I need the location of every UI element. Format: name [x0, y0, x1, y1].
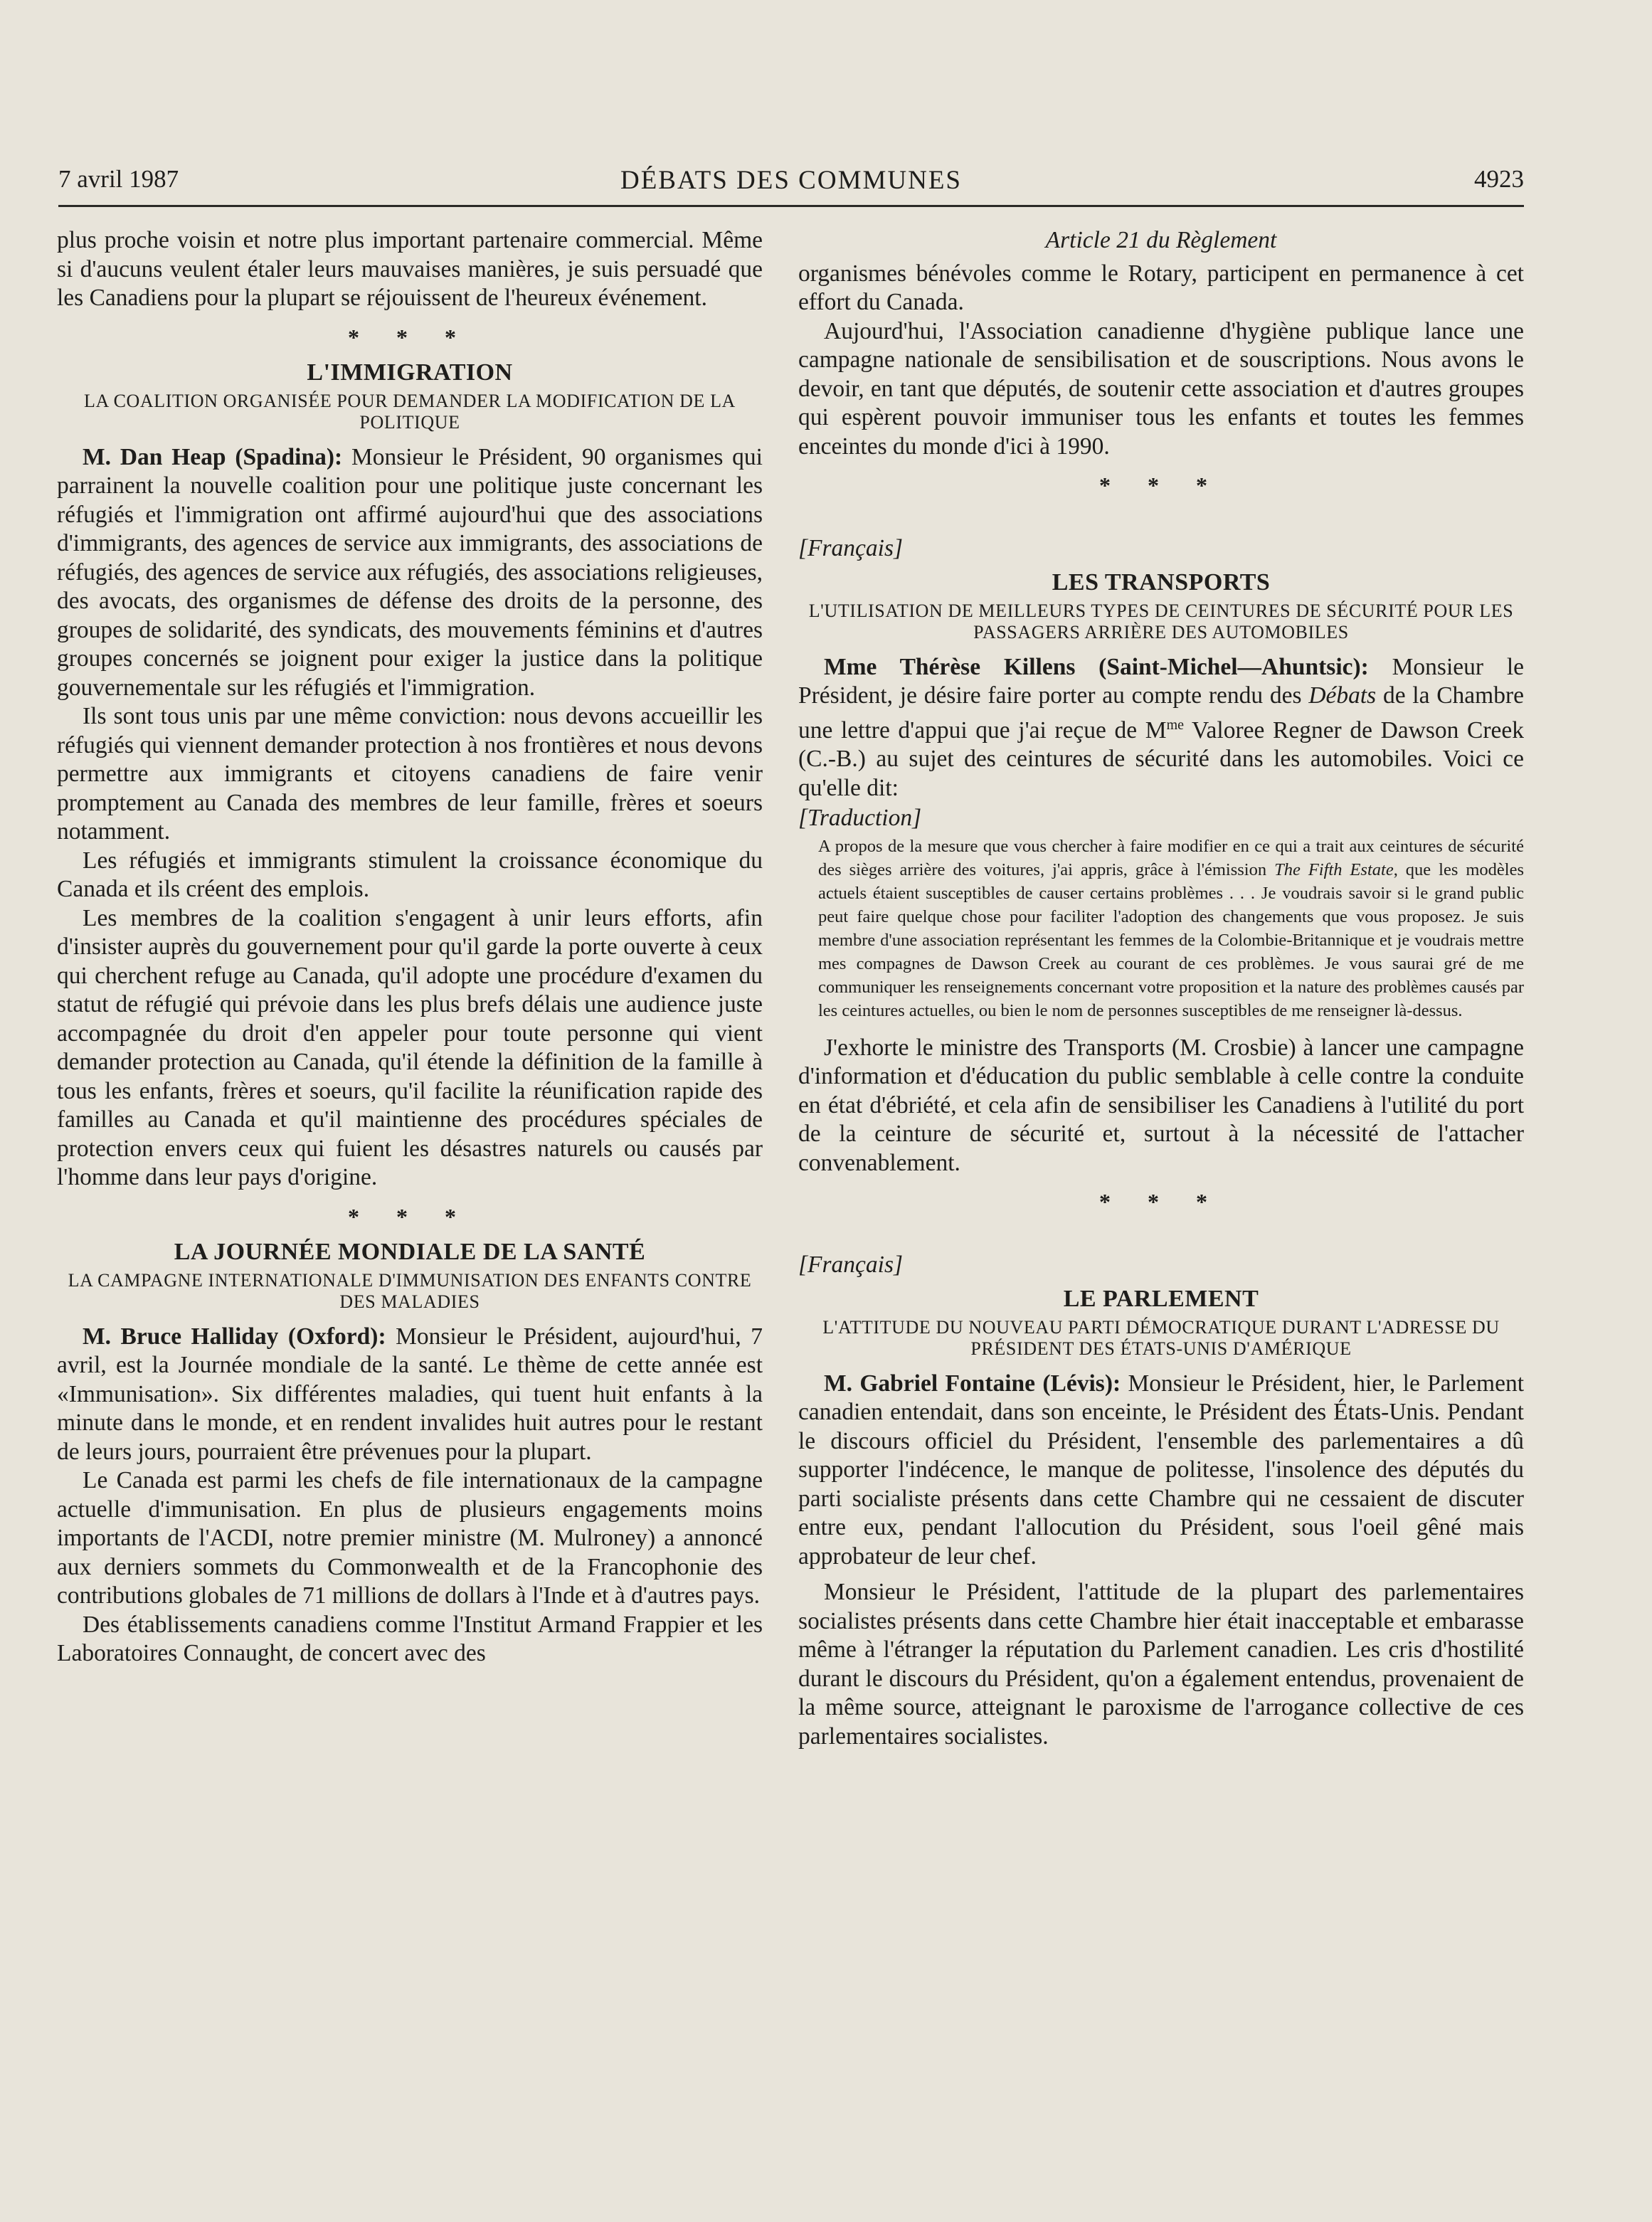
transports-paragraph-1 — [798, 653, 1524, 803]
immigration-paragraph-4: Les membres de la coalition s'engagent à unir leurs efforts, afin d'insister auprès du gouvernement pour qu'il garde la porte ouverte à ceux qui cherchent refuge au Canada, qu'il adopte une procédure d'examen du statut de réfugié qui prévoie dans les plus brefs délais une audience juste accompagnée du droit d'en appeler pour toute personne qui vient demander protection au Canada, qu'il étende la définition de la famille à tous les enfants, frères et soeurs, qu'il facilite la réunification rapide des familles au Canada et qu'il maintienne des procédures spéciales de protection envers ceux qui fuient les désastres naturels ou causés par l'homme dans leur pays d'origine. — [57, 904, 763, 1190]
paragraph-text: de la Chambre une lettre d'appui que j'ai reçue de M — [798, 682, 1525, 744]
section-subheading-transports: L'UTILISATION DE MEILLEURS TYPES DE CEINTURES DE SÉCURITÉ POUR LES PASSAGERS ARRIÈRE DES AUTOMOBILES — [808, 600, 1514, 642]
section-subheading-parlement: L'ATTITUDE DU NOUVEAU PARTI DÉMOCRATIQUE DURANT L'ADRESSE DU PRÉSIDENT DES ÉTATS-UNIS D'AMÉRIQUE — [822, 1316, 1500, 1359]
paragraph-text: Monsieur le Président, 90 organismes qui parrainent la nouvelle coalition pour une politique juste concernant les réfugiés et l'immigration ont affirmé aujourd'hui que des associations d'immigrants, des agences de service aux immigrants, des associations de réfugiés, des agences de service aux réfugiés, des associations religieuses, des avocats, des organismes de défense des droits de la personne, des groupes de solidarité, des syndicats, des mouvements féminins et d'autres groupes concernés se joignent pour exiger la justice dans la politique gouvernementale sur les réfugiés et l'immigration. — [57, 443, 763, 701]
header-date: 7 avril 1987 — [58, 165, 179, 193]
speaker-name: M. Dan Heap (Spadina): — [83, 443, 343, 470]
language-marker: [Français] — [798, 534, 904, 561]
section-separator: * * * — [348, 324, 472, 350]
spacer — [798, 507, 1524, 526]
section-separator: * * * — [1099, 1189, 1223, 1215]
sante-paragraph-2: Le Canada est parmi les chefs de file internationaux de la campagne actuelle d'immunisation. En plus de plusieurs engagements moins importants de l'ACDI, notre premier ministre (M. Mulroney) a annoncé aux derniers sommets du Commonwealth et de la Francophonie des contributions globales de 71 millions de dollars à l'Inde et à d'autres pays. — [57, 1467, 763, 1609]
paragraph-text: Monsieur le Président, hier, le Parlement canadien entendait, dans son enceinte, le Président des États-Unis. Pendant le discours officiel du Président, l'ensemble des parlementaires a dû supporter l'indécence, le manque de politesse, l'insolence des députés du parti socialiste présents dans cette Chambre qui ne cessaient de discuter entre eux, pendant l'allocution du Président, sous l'oeil gêné mais approbateur de leur chef. — [798, 1370, 1524, 1570]
sante-paragraph-1 — [57, 1323, 763, 1467]
quote-text: , que les modèles actuels étaient susceptibles de causer certains problèmes . . . Je voudrais savoir si le grand public peut faire quelque chose pour faciliter l'adoption des changements que vous proposez. Je suis membre d'une association représentant les femmes de la Colombie-Britannique et je voudrais mettre mes compagnes de Dawson Creek au courant de ces problèmes. Je vous saurai gré de me communiquer les renseignements concernant votre proposition et la nature des problèmes causés par les ceintures actuelles, ou bien le nom de personnes susceptibles de me renseigner là-dessus. — [818, 859, 1525, 1020]
section-separator: * * * — [1099, 472, 1223, 498]
speaker-name: Mme Thérèse Killens (Saint-Michel—Ahuntsic): — [824, 653, 1369, 680]
paragraph-text: Monsieur le Président, aujourd'hui, 7 avril, est la Journée mondiale de la santé. Le thème de cette année est «Immunisation». Six différentes maladies, qui tuent huit enfants à la minute dans le monde, et en rendent invalides huit autres pour le restant de leurs jours, pourraient être prévenues pour la plupart. — [57, 1323, 763, 1465]
language-marker: [Français] — [798, 1251, 904, 1278]
header-rule — [58, 205, 1524, 207]
immigration-paragraph-2: Ils sont tous unis par une même conviction: nous devons accueillir les réfugiés qui viennent demander protection à nos frontières et nous devons permettre aux immigrants et citoyens canadiens de faire venir promptement au Canada des membres de leur famille, frères et soeurs notamment. — [57, 703, 763, 845]
section-subheading-sante: LA CAMPAGNE INTERNATIONALE D'IMMUNISATION DES ENFANTS CONTRE DES MALADIES — [68, 1269, 752, 1312]
article-heading: Article 21 du Règlement — [1045, 227, 1277, 253]
hygiene-paragraph: Aujourd'hui, l'Association canadienne d'hygiène publique lance une campagne nationale de sensibilisation et de souscriptions. Nous avons le devoir, en tant que députés, de soutenir cette association et d'autres groupes qui espèrent pouvoir immuniser tous les enfants et toutes les femmes enceintes du monde d'ici à 1990. — [798, 317, 1524, 460]
paragraph-text: Valoree Regner de Dawson Creek (C.-B.) au sujet des ceintures de sécurité dans les automobiles. Voici ce qu'elle dit: — [798, 716, 1524, 801]
italic-text: Débats — [1308, 682, 1377, 709]
page-header — [58, 165, 1524, 208]
section-subheading-immigration: LA COALITION ORGANISÉE POUR DEMANDER LA MODIFICATION DE LA POLITIQUE — [84, 390, 736, 433]
quoted-letter — [798, 835, 1524, 1022]
header-page-number: 4923 — [1474, 165, 1524, 193]
speaker-name: M. Gabriel Fontaine (Lévis): — [824, 1370, 1121, 1397]
left-column — [57, 226, 763, 1668]
spacer — [798, 1224, 1524, 1242]
section-heading-sante: LA JOURNÉE MONDIALE DE LA SANTÉ — [174, 1239, 646, 1265]
section-separator: * * * — [348, 1203, 472, 1229]
transports-paragraph-2: J'exhorte le ministre des Transports (M. Crosbie) à lancer une campagne d'information et d'éducation du public semblable à celle contre la conduite en état d'ébriété, et cela afin de sensibiliser les Canadiens à l'utilité du port de la ceinture de sécurité et, surtout à la nécessité de l'attacher convenablement. — [798, 1034, 1524, 1176]
show-title: The Fifth Estate — [1274, 859, 1394, 879]
header-title: DÉBATS DES COMMUNES — [620, 166, 962, 195]
parlement-paragraph-1 — [798, 1370, 1524, 1572]
quote-text: A propos de la mesure que vous chercher à faire modifier en ce qui a trait aux ceintures de sécurité des sièges arrière des voitures, j'ai appris, grâce à l'émission — [818, 836, 1524, 879]
immigration-paragraph-3: Les réfugiés et immigrants stimulent la croissance économique du Canada et ils créent des emplois. — [57, 847, 763, 902]
sante-paragraph-3: Des établissements canadiens comme l'Institut Armand Frappier et les Laboratoires Connaught, de concert avec des — [57, 1611, 763, 1666]
parlement-paragraph-2: Monsieur le Président, l'attitude de la plupart des parlementaires socialistes présents dans cette Chambre hier était inacceptable et embarasse même à l'étranger la réputation du Parlement canadien. Les cris d'hostilité durant le discours du Président, qu'on a également entendus, provenaient de la même source, atteignant le paroxisme de l'arrogance collective de ces parlementaires socialistes. — [798, 1579, 1524, 1750]
section-heading-transports: LES TRANSPORTS — [1052, 569, 1271, 596]
right-column — [798, 226, 1524, 1751]
paragraph-text: Monsieur le Président, je désire faire porter au compte rendu des — [798, 653, 1524, 709]
section-heading-parlement: LE PARLEMENT — [1063, 1286, 1259, 1313]
speaker-name: M. Bruce Halliday (Oxford): — [83, 1323, 386, 1350]
translation-marker: [Traduction] — [798, 805, 922, 832]
continuation-paragraph: organismes bénévoles comme le Rotary, participent en permanence à cet effort du Canada. — [798, 260, 1524, 315]
section-heading-immigration: L'IMMIGRATION — [307, 359, 513, 386]
intro-paragraph: plus proche voisin et notre plus important partenaire commercial. Même si d'aucuns veulent étaler leurs mauvaises manières, je suis persuadé que les Canadiens pour la plupart se réjouissent de l'heureux événement. — [57, 227, 763, 311]
immigration-paragraph-1 — [57, 443, 763, 703]
superscript: me — [1166, 716, 1185, 733]
